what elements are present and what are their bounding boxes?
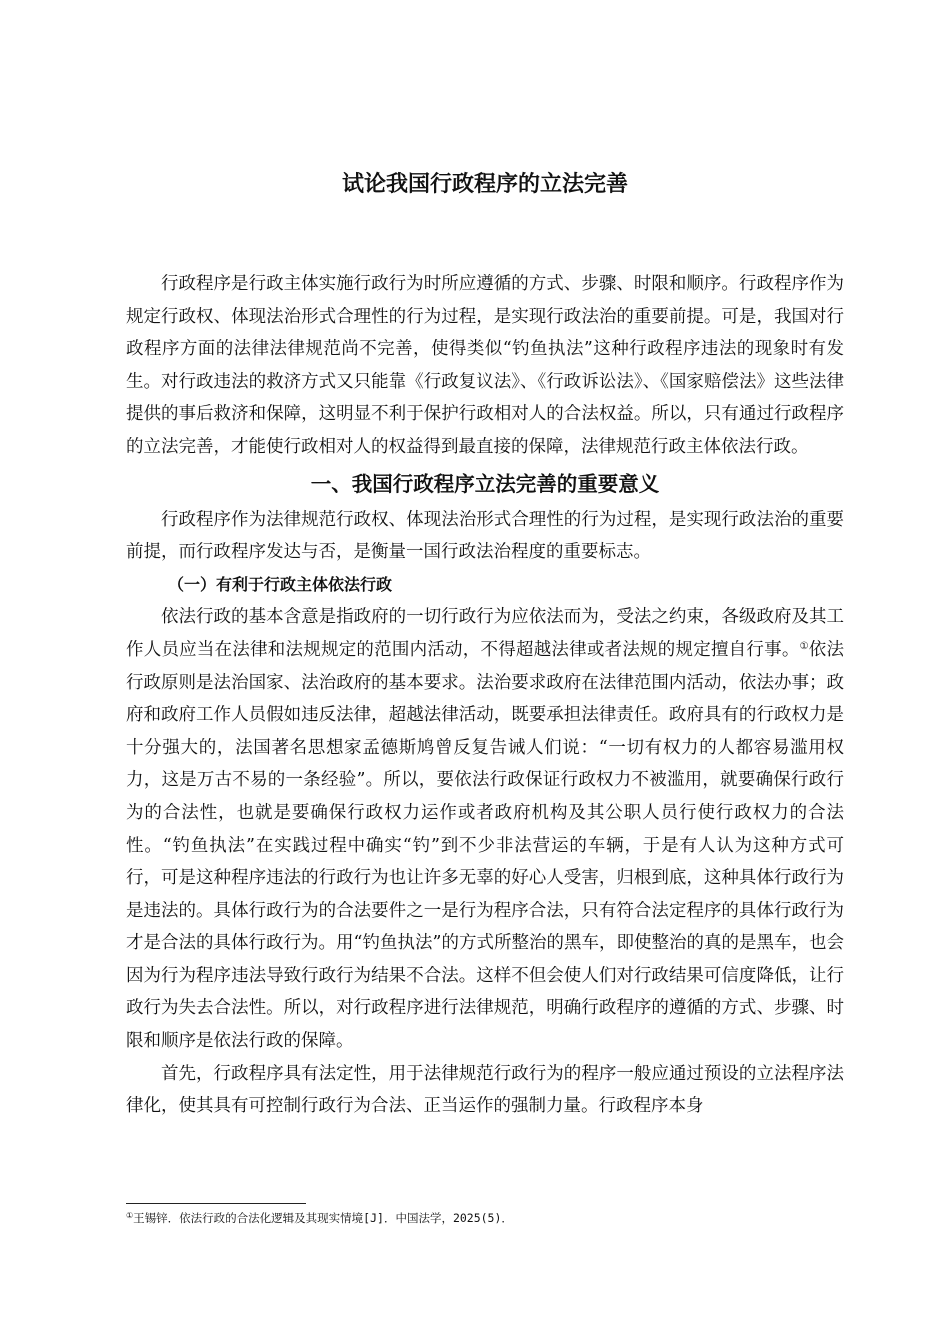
paragraph-text: 依法行政原则是法治国家、法治政府的基本要求。法治要求政府在法律范围内活动，依法办事；政府和政府工作人员假如违反法律，超越法律活动，既要承担法律责任。政府具有的行政权力是十分强大的，法国著名思想家孟德斯鸠曾反复告诫人们说：“一切有权力的人都容易滥用权力，这是万古不易的一条经验”。所以，要依法行政保证行政权力不被滥用，就要确保行政行为的合法性，也就是要确保行政权力运作或者政府机构及其公职人员行使行政权力的合法性。“钓鱼执法”在实践过程中确实“钓”到不少非法营运的车辆，于是有人认为这种方式可行，可是这种程序违法的行政行为也让许多无辜的好心人受害，归根到底，这种具体行政行为是违法的。具体行政行为的合法要件之一是行为程序合法，只有符合法定程序的具体行政行为才是合法的具体行政行为。用“钓鱼执法”的方式所整治的黑车，即使整治的真的是黑车，也会因为行为程序违法导致行政行为结果不合法。这样不但会使人们对行政结果可信度降低，让行政行为失去合法性。所以，对行政程序进行法律规范，明确行政程序的遵循的方式、步骤、时限和顺序是依法行政的保障。	[126, 639, 845, 1052]
document-body	[126, 268, 844, 1123]
section-lead-paragraph: 行政程序作为法律规范行政权、体现法治形式合理性的行为过程，是实现行政法治的重要前提，而行政程序发达与否，是衡量一国行政法治程度的重要标志。	[126, 509, 844, 563]
intro-paragraph: 行政程序是行政主体实施行政行为时所应遵循的方式、步骤、时限和顺序。行政程序作为规定行政权、体现法治形式合理性的行为过程，是实现行政法治的重要前提。可是，我国对行政程序方面的法律法律规范尚不完善，使得类似“钓鱼执法”这种行政程序违法的现象时有发生。对行政违法的救济方式又只能靠《行政复议法》、《行政诉讼法》、《国家赔偿法》这些法律提供的事后救济和保障，这明显不利于保护行政相对人的合法权益。所以，只有通过行政程序的立法完善，才能使行政相对人的权益得到最直接的保障，法律规范行政主体依法行政。	[126, 274, 844, 457]
document-title: 试论我国行政程序的立法完善	[341, 172, 628, 197]
section-heading: 一、我国行政程序立法完善的重要意义	[310, 471, 660, 496]
footnote-separator	[126, 1203, 306, 1204]
body-paragraph	[126, 601, 844, 1057]
footnote	[126, 1209, 844, 1227]
footnote-reference: ①	[799, 640, 809, 652]
footnote-mark: ①	[126, 1211, 134, 1220]
paragraph-text: 依法行政的基本含意是指政府的一切行政行为应依法而为，受法之约束，各级政府及其工作人员应当在法律和法规规定的范围内活动，不得超越法律或者法规的规定擅自行事。	[126, 607, 844, 660]
footnote-text: 王锡锌．依法行政的合法化逻辑及其现实情境[J]．中国法学，2025(5)．	[133, 1211, 513, 1225]
body-paragraph: 首先，行政程序具有法定性，用于法律规范行政行为的程序一般应通过预设的立法程序法律化，使其具有可控制行政行为合法、正当运作的强制力量。行政程序本身	[126, 1063, 844, 1117]
subsection-heading: （一）有利于行政主体依法行政	[168, 574, 393, 594]
